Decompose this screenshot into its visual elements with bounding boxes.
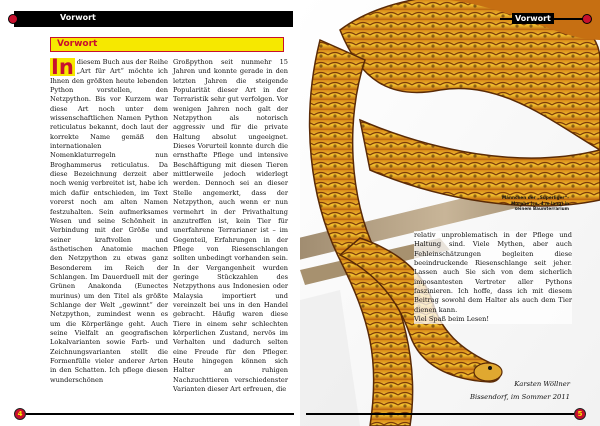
column-1-text: diesem Buch aus der Reihe „Art für Art“ möchte ich Ihnen den größten heute lebenden Python vorstellen, den Netzpython. Bis vor Kurzem war diese Art noch unter dem wissenschaftlichen Namen Python reticulatus bekannt, doch laut der korrekte Name gemäß den internationalen Nomenklaturregeln nun Broghammerus reticulatus. Da diese Bezeichnung derzeit aber noch wenig verbreitet ist, habe ich mich dafür entschieden, im Text vorerst noch am alten Namen festzuhalten. Sein aufmerksames Wesen und seine Schönheit in Verbindung mit der Größe und seiner kraftvollen und ästhetischen Anatomie machen den Netzpython zu etwas ganz Besonderem im Reich der Schlangen. Im Dauerduell mit der Grünen Anakonda (Eunectes murinus) um den Titel als größte Schlange der Welt „gewinnt“ der Netzpython, zumindest wenn es um die Körperlänge geht. Auch seine Vielfalt an geografischen Lokalvarianten sowie Farb- und Zeichnungsvarianten stellt die Formenfülle vieler anderer Arten in den Schatten. Ich pflege diesen wunderschönen: [50, 58, 168, 384]
closing-line: Viel Spaß beim Lesen!: [414, 315, 490, 324]
header-dot-left: [8, 14, 18, 24]
page-number-left: 4: [14, 408, 26, 420]
footer-line-right: [306, 413, 574, 415]
column-2-text: Großpython seit nunmehr 15 Jahren und konnte gerade in den letzten Jahren die steigende Popularität dieser Art in der Terraristik sehr gut verfolgen. Vor wenigen Jahren noch galt der Netzpython als notorisch aggressiv und für die private Haltung absolut ungeeignet. Dieses Vorurteil konnte durch die ernsthafte Pflege und intensive Beschäftigung mit diesen Tieren mittlerweile jedoch widerlegt werden. Dennoch sei an dieser Stelle angemerkt, dass der Netzpython, auch wenn er nun vermehrt in der Privathaltung anzutreffen ist, kein Tier für unerfahrene Terrarianer ist – im Gegenteil, Erfahrungen in der Pflege von Riesenschlangen sollten unbedingt vorhanden sein. In der Vergangenheit wurden geringe Stückzahlen des Netzpythons aus Indonesien oder Malaysia importiert und vereinzelt bei uns in den Handel gebracht. Häufig waren diese Tiere in einem sehr schlechten körperlichen Zustand, nervös im Verhalten und dadurch selten eine Freude für den Pfleger. Heute hingegen können sich Halter an ruhigen Nachzuchttieren verschiedenster Varianten dieser Art erfreuen, die: [173, 58, 288, 394]
python-photo: [300, 0, 600, 426]
text-column-3: [414, 231, 572, 324]
photo-caption: Männchen der „Superliger“-Morphe (ca. 4 m lang) in seinem Baumterrarium: [502, 195, 569, 212]
section-heading: Vorwort: [50, 37, 284, 52]
dropcap: In: [51, 55, 74, 79]
text-column-2: [173, 58, 288, 394]
author-place-date: Bissendorf, im Sommer 2011: [470, 393, 570, 401]
author-name: Karsten Wöllner: [514, 380, 570, 388]
footer-line-left: [26, 413, 294, 415]
header-dot-right: [582, 14, 592, 24]
column-3-text: relativ unproblematisch in der Pflege und Haltung sind. Viele Mythen, aber auch Fehleinschätzungen begleiten diese beeindruckende Riesenschlange seit jeher. Lassen auch Sie sich von dem sicherlich imposantesten Vertreter aller Pythons faszinieren. Ich hoffe, dass ich mit diesem Beitrag sowohl dem Halter als auch dem Tier dienen kann.: [414, 231, 572, 314]
page-number-right: 5: [574, 408, 586, 420]
running-title-right: Vorwort: [512, 13, 554, 24]
running-title-left: Vorwort: [60, 13, 96, 22]
header-bar-left: [14, 11, 293, 27]
text-column-1: [50, 55, 168, 385]
